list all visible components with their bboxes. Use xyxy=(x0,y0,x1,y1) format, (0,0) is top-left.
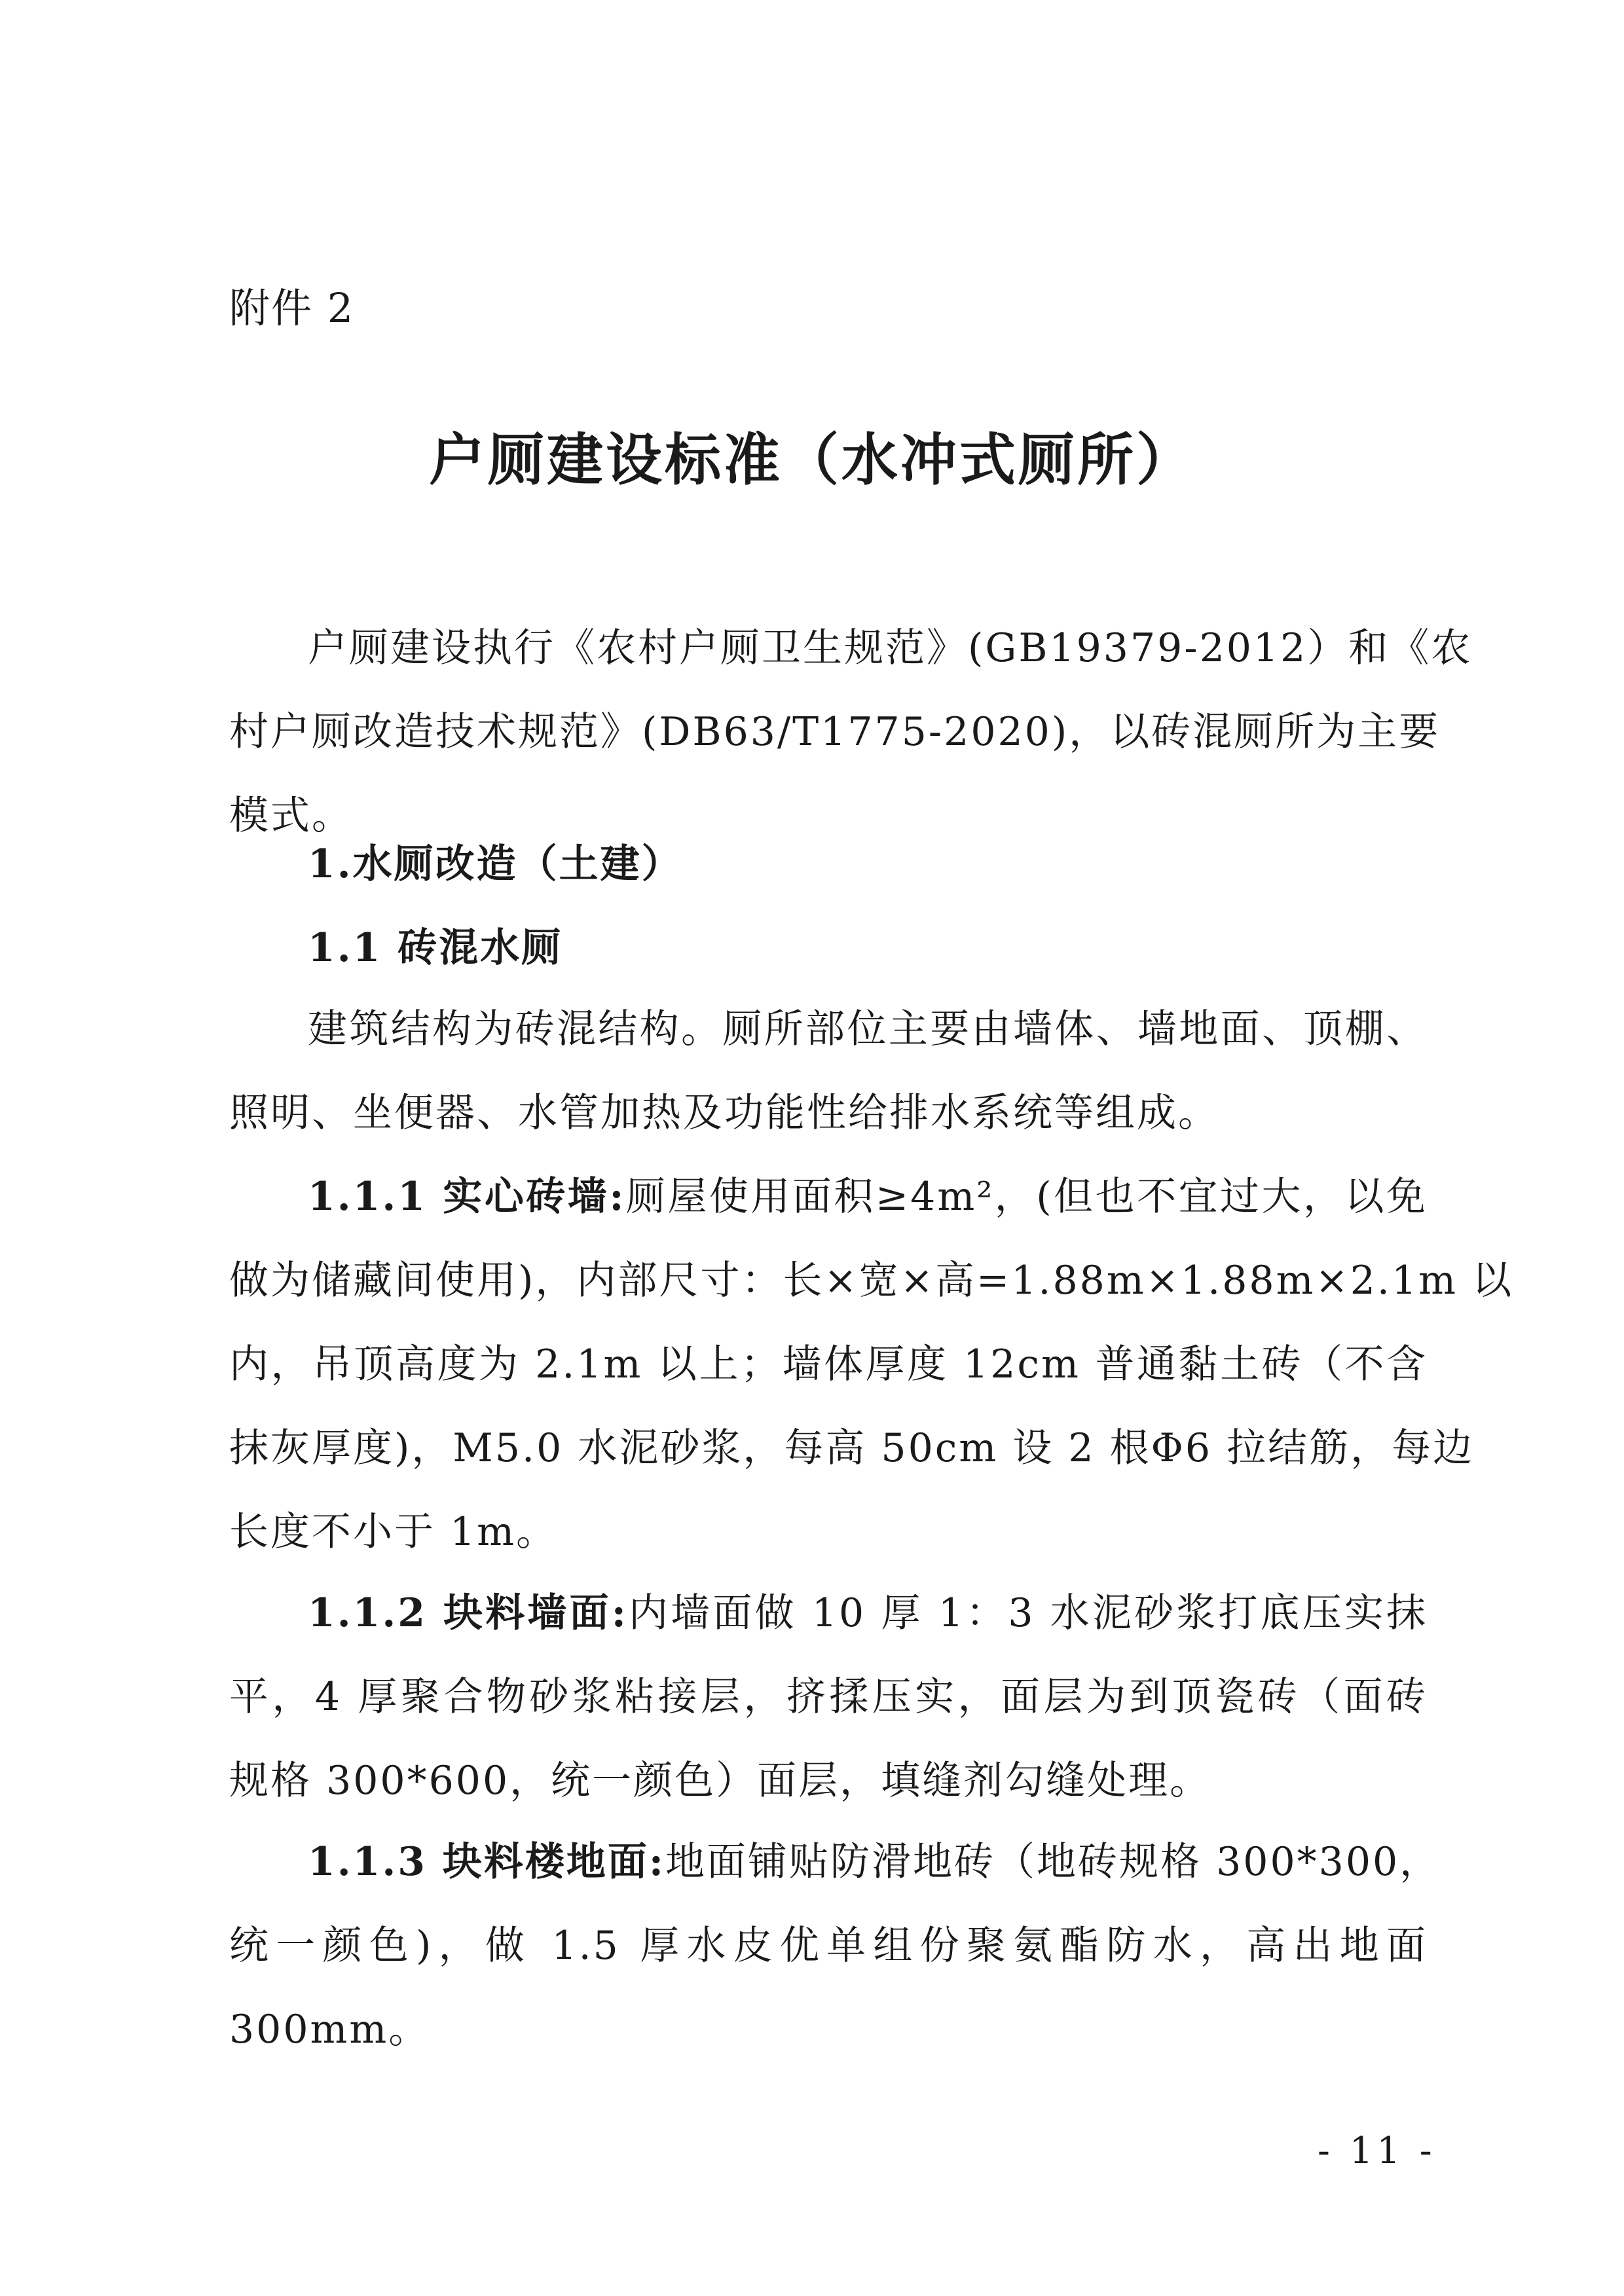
item-1-1-2-text-1: 内墙面做 10 厚 1：3 水泥砂浆打底压实抹 xyxy=(627,1590,1428,1636)
item-1-1-1-line-4: 抹灰厚度)，M5.0 水泥砂浆，每高 50cm 设 2 根Φ6 拉结筋，每边 xyxy=(229,1425,1475,1471)
item-1-1-2-line-2: 平，4 厚聚合物砂浆粘接层，挤揉压实，面层为到顶瓷砖（面砖 xyxy=(229,1674,1428,1720)
attachment-label: 附件 2 xyxy=(229,284,355,332)
item-1-1-3-line-3: 300mm。 xyxy=(229,2007,430,2052)
structure-line-1: 建筑结构为砖混结构。厕所部位主要由墙体、墙地面、顶棚、 xyxy=(308,1006,1428,1052)
intro-line-3: 模式。 xyxy=(229,793,353,839)
intro-paragraph xyxy=(229,606,1473,858)
section-heading-1-1: 1.1 砖混水厕 xyxy=(308,925,563,971)
item-1-1-1-line-1 xyxy=(229,1155,1428,1239)
item-1-1-3-text-1: 地面铺贴防滑地砖（地砖规格 300*300， xyxy=(665,1839,1441,1885)
item-1-1-1-line-2: 做为储藏间使用)，内部尺寸：长×宽×高=1.88m×1.88m×2.1m 以 xyxy=(229,1258,1514,1303)
structure-paragraph xyxy=(229,987,1428,1155)
item-1-1-1-label: 1.1.1 实心砖墙: xyxy=(308,1174,626,1220)
item-1-1-2-line-3: 规格 300*600，统一颜色）面层，填缝剂勾缝处理。 xyxy=(229,1758,1211,1804)
intro-line-1: 户厕建设执行《农村户厕卫生规范》(GB19379-2012）和《农 xyxy=(308,625,1473,671)
item-1-1-1-line-3: 内，吊顶高度为 2.1m 以上；墙体厚度 12cm 普通黏土砖（不含 xyxy=(229,1341,1428,1387)
structure-line-2: 照明、坐便器、水管加热及功能性给排水系统等组成。 xyxy=(229,1090,1219,1136)
item-1-1-3-paragraph xyxy=(229,1820,1441,2071)
item-1-1-1-line-5: 长度不小于 1m。 xyxy=(229,1509,558,1555)
item-1-1-3-label: 1.1.3 块料楼地面: xyxy=(308,1839,666,1885)
item-1-1-2-line-1 xyxy=(229,1571,1428,1655)
item-1-1-1-text-1: 厕屋使用面积≥4m²，(但也不宜过大，以免 xyxy=(625,1174,1428,1220)
intro-line-2: 村户厕改造技术规范》(DB63/T1775-2020)，以砖混厕所为主要 xyxy=(229,709,1441,755)
item-1-1-1-paragraph xyxy=(229,1155,1514,1574)
page-number: - 11 - xyxy=(1318,2130,1436,2172)
item-1-1-3-line-1 xyxy=(229,1820,1441,1904)
section-heading-1: 1.水厕改造（土建） xyxy=(308,841,683,887)
item-1-1-3-line-2: 统一颜色)，做 1.5 厚水皮优单组份聚氨酯防水，高出地面 xyxy=(229,1923,1428,1969)
document-title: 户厕建设标准（水冲式厕所） xyxy=(429,427,1195,493)
item-1-1-2-paragraph xyxy=(229,1571,1428,1823)
item-1-1-2-label: 1.1.2 块料墙面: xyxy=(308,1590,628,1636)
